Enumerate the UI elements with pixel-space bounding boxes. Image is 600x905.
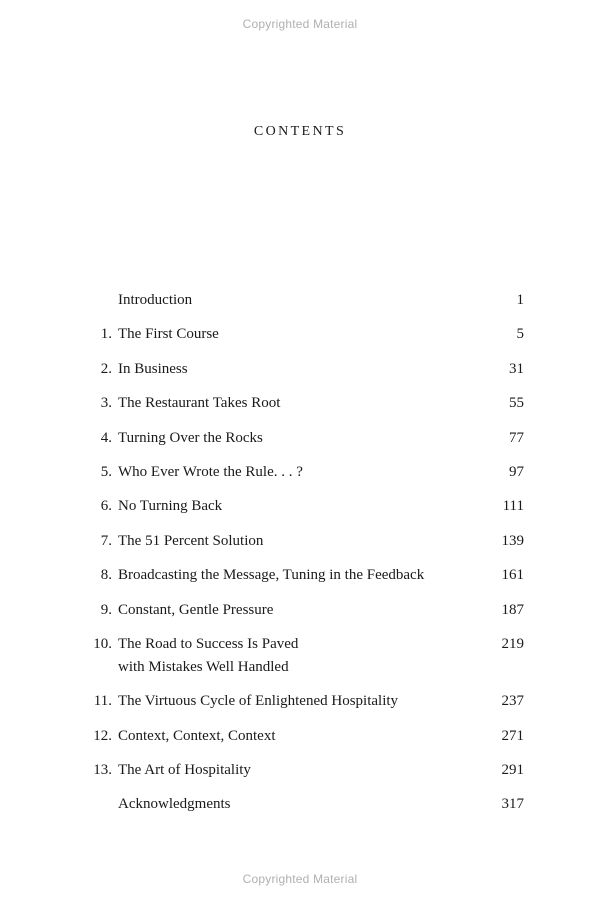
toc-entry-page: 31 [509, 360, 524, 377]
toc-entry-number: 3. [100, 395, 112, 412]
toc-entry-title: The Restaurant Takes Root [118, 395, 281, 412]
toc-entry[interactable] [0, 690, 600, 713]
toc-entry[interactable] [0, 323, 600, 346]
toc-entry-page: 161 [501, 567, 524, 584]
toc-entry-page: 237 [501, 693, 524, 710]
toc-entry-page: 111 [502, 498, 524, 515]
toc-entry-page: 77 [509, 429, 524, 446]
toc-entry-number: 6. [100, 498, 112, 515]
toc-entry-page: 219 [501, 635, 524, 652]
toc-entry-title: In Business [118, 360, 188, 377]
toc-entry-page: 317 [501, 796, 524, 813]
toc-entry[interactable] [0, 358, 600, 381]
watermark-bottom: Copyrighted Material [242, 872, 358, 886]
watermark-top: Copyrighted Material [242, 17, 358, 31]
toc-entry[interactable] [0, 461, 600, 484]
toc-entry[interactable] [0, 599, 600, 622]
toc-entry-number: 1. [100, 326, 112, 343]
toc-entry-title: The First Course [118, 326, 219, 343]
toc-entry-number: 7. [100, 532, 112, 549]
toc-entry-title: Constant, Gentle Pressure [118, 601, 274, 618]
toc-entry-page: 97 [509, 463, 524, 480]
toc-entry-title: Context, Context, Context [118, 727, 276, 744]
toc-entry-number: 4. [100, 429, 112, 446]
toc-entry[interactable] [0, 725, 600, 748]
toc-entry-page: 5 [516, 326, 524, 343]
toc-entry-title [118, 633, 478, 679]
toc-entry[interactable] [0, 392, 600, 415]
toc-entry-page: 271 [501, 727, 524, 744]
toc-entry-title: Turning Over the Rocks [118, 429, 263, 446]
toc-entry-page: 139 [501, 532, 524, 549]
toc-entry-page: 291 [501, 762, 524, 779]
toc-entry[interactable] [0, 289, 600, 312]
toc-entry-title-line1: The Road to Success Is Paved [118, 635, 299, 652]
toc-entry-title: Broadcasting the Message, Tuning in the Feedback [118, 567, 425, 584]
toc-entry-page: 55 [509, 395, 524, 412]
toc-entry[interactable] [0, 427, 600, 450]
toc-entry-number: 2. [100, 360, 112, 377]
page-title: CONTENTS [253, 124, 347, 139]
toc-entry[interactable] [0, 793, 600, 816]
toc-entry[interactable] [0, 564, 600, 587]
toc-entry-title: The Art of Hospitality [118, 762, 251, 779]
toc-entry-number: 8. [100, 567, 112, 584]
toc-entry[interactable] [0, 495, 600, 518]
toc-entry[interactable] [0, 530, 600, 553]
toc-entry-number: 12. [93, 727, 112, 744]
toc-entry-page: 1 [516, 292, 524, 308]
toc-entry-title: No Turning Back [118, 498, 223, 515]
toc-entry[interactable] [0, 759, 600, 782]
toc-entry-title: Introduction [118, 292, 193, 308]
toc-entry[interactable] [0, 633, 600, 679]
toc-entry-title: The 51 Percent Solution [118, 532, 264, 549]
toc-entry-title-line2: with Mistakes Well Handled [118, 658, 289, 675]
toc-entry-number: 9. [100, 601, 112, 618]
toc-entry-number: 13. [93, 762, 112, 779]
toc-entry-title: Who Ever Wrote the Rule. . . ? [118, 463, 303, 480]
table-of-contents [0, 289, 600, 828]
toc-entry-number: 10. [93, 635, 112, 652]
toc-entry-number: 5. [100, 463, 112, 480]
toc-entry-page: 187 [501, 601, 524, 618]
toc-entry-number: 11. [93, 693, 112, 710]
toc-entry-title: Acknowledgments [118, 796, 231, 813]
toc-entry-title: The Virtuous Cycle of Enlightened Hospitality [118, 693, 399, 710]
